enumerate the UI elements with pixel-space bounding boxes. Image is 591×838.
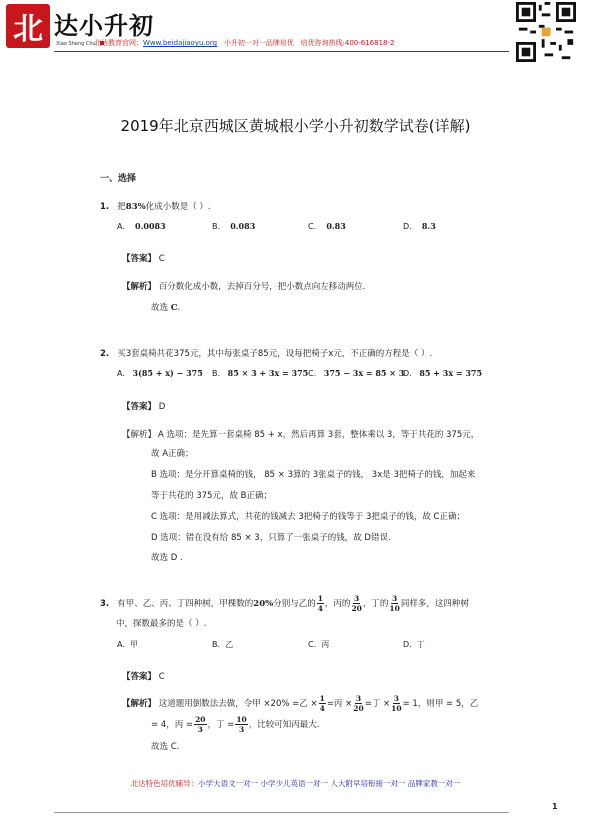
question-1: 1. 把83%化成小数是（ ）. bbox=[100, 202, 211, 212]
fraction: $\frac{20}{3}$ bbox=[195, 715, 206, 734]
q2-option-b[interactable]: B. 85 × 3 + 3x = 375 bbox=[212, 368, 309, 378]
q1-conclusion: 故选 C. bbox=[151, 303, 181, 313]
q3-option-b[interactable]: B. 乙 bbox=[212, 640, 234, 649]
q1-answer: 【答案】 C bbox=[122, 254, 165, 264]
question-3-cont: 中，探数最多的是（ ）. bbox=[116, 619, 207, 629]
section-heading: 一、选择 bbox=[100, 174, 137, 184]
header-info: 北达教育官网：Www.beidajiaoyu.org 小升初一对一品牌培优 培优咨询热线:400-616818-2 bbox=[94, 39, 395, 47]
q2-analysis-line: D 选项：错在没有给 85 × 3，只算了一张桌子的钱，故 D错误. bbox=[151, 533, 391, 543]
footer-ad: 北达特色培优辅导：小学大语文一对一 小学少儿英语一对一 人大附早培衔接一对一 品牌家教一对一 bbox=[130, 779, 461, 788]
q2-analysis-line: B 选项：是分开算桌椅的钱， 85 × 3算的 3张桌子的钱， 3x是 3把椅子的钱，加起来 bbox=[151, 470, 476, 480]
q2-analysis-line: 故 A正确； bbox=[151, 449, 194, 459]
q2-conclusion: 故选 D . bbox=[151, 553, 183, 563]
q3-option-a[interactable]: A. 甲 bbox=[117, 640, 138, 649]
fraction: $\frac{1}{4}$ bbox=[319, 694, 325, 713]
page-number: 1 bbox=[552, 802, 558, 811]
question-2: 2. 买3套桌椅共花375元，其中每张桌子85元，设每把椅子x元，不正确的方程是（ ）. bbox=[100, 349, 433, 359]
fraction: $\frac{3}{20}$ bbox=[353, 694, 364, 713]
qr-code-icon bbox=[516, 2, 576, 62]
q2-option-a[interactable]: A. 3(85 + x) − 375 bbox=[117, 368, 203, 378]
q3-conclusion: 故选 C. bbox=[151, 742, 180, 752]
header-divider bbox=[54, 51, 509, 52]
document-title: 2019年北京西城区黄城根小学小升初数学试卷(详解) bbox=[120, 117, 471, 135]
q3-answer: 【答案】 C bbox=[122, 672, 165, 682]
brand-name: 达小升初 bbox=[54, 11, 154, 40]
q2-analysis-label: 【解析】 bbox=[122, 430, 157, 440]
q3-option-d[interactable]: D. 丁 bbox=[403, 640, 425, 649]
fraction: $\frac{3}{10}$ bbox=[389, 594, 400, 613]
fraction: $\frac{3}{10}$ bbox=[391, 694, 402, 713]
q3-analysis-cont: = 4，丙 = $\frac{20}{3}$ ，丁 = $\frac{10}{3}$ ，比较可知丙最大. bbox=[151, 715, 320, 734]
brand-logo: 北 bbox=[6, 4, 50, 48]
q1-analysis: 【解析】 百分数化成小数，去掉百分号，把小数点向左移动两位. bbox=[122, 282, 366, 292]
fraction: $\frac{3}{20}$ bbox=[351, 594, 362, 613]
q2-analysis-line: A 选项：是先算一套桌椅 85 + x，然后再算 3套，整体乘以 3，等于共花的 375元， bbox=[158, 430, 480, 440]
q1-option-d[interactable]: D. 8.3 bbox=[403, 221, 436, 231]
fraction: $\frac{10}{3}$ bbox=[236, 715, 247, 734]
site-link[interactable]: Www.beidajiaoyu.org bbox=[143, 39, 218, 47]
q1-option-a[interactable]: A. 0.0083 bbox=[117, 221, 166, 231]
q1-option-c[interactable]: C. 0.83 bbox=[308, 221, 346, 231]
q2-analysis-line: C 选项：是用减法算式，共花的钱减去 3把椅子的钱等于 3把桌子的钱，故 C正确； bbox=[151, 512, 465, 522]
q3-analysis: 【解析】 这道题用倒数法去做，令甲 ×20% =乙 × $\frac{1}{4}$ =丙 × $\frac{3}{20}$ =丁 × $\frac{3}{10}$ = 1，则甲 = 5，乙 bbox=[122, 694, 479, 713]
q1-option-b[interactable]: B. 0.083 bbox=[212, 221, 256, 231]
q3-option-c[interactable]: C. 丙 bbox=[308, 640, 330, 649]
q2-answer: 【答案】 D bbox=[122, 402, 166, 412]
q2-option-c[interactable]: C. 375 − 3x = 85 × 3 bbox=[308, 368, 405, 378]
question-3: 3. 有甲、乙、丙、丁四种树，甲棵数的20%分别与乙的 $\frac{1}{4}$ ，丙的 $\frac{3}{20}$ ，丁的 $\frac{3}{10}$ 同样多，这四种树 bbox=[100, 594, 469, 613]
q2-option-d[interactable]: D. 85 + 3x = 375 bbox=[403, 368, 483, 378]
fraction: $\frac{1}{4}$ bbox=[317, 594, 323, 613]
footer-divider bbox=[54, 812, 509, 813]
q2-analysis-line: 等于共花的 375元，故 B正确； bbox=[151, 491, 272, 501]
brand-subtitle: Xiao Sheng Chu bbox=[56, 41, 104, 47]
